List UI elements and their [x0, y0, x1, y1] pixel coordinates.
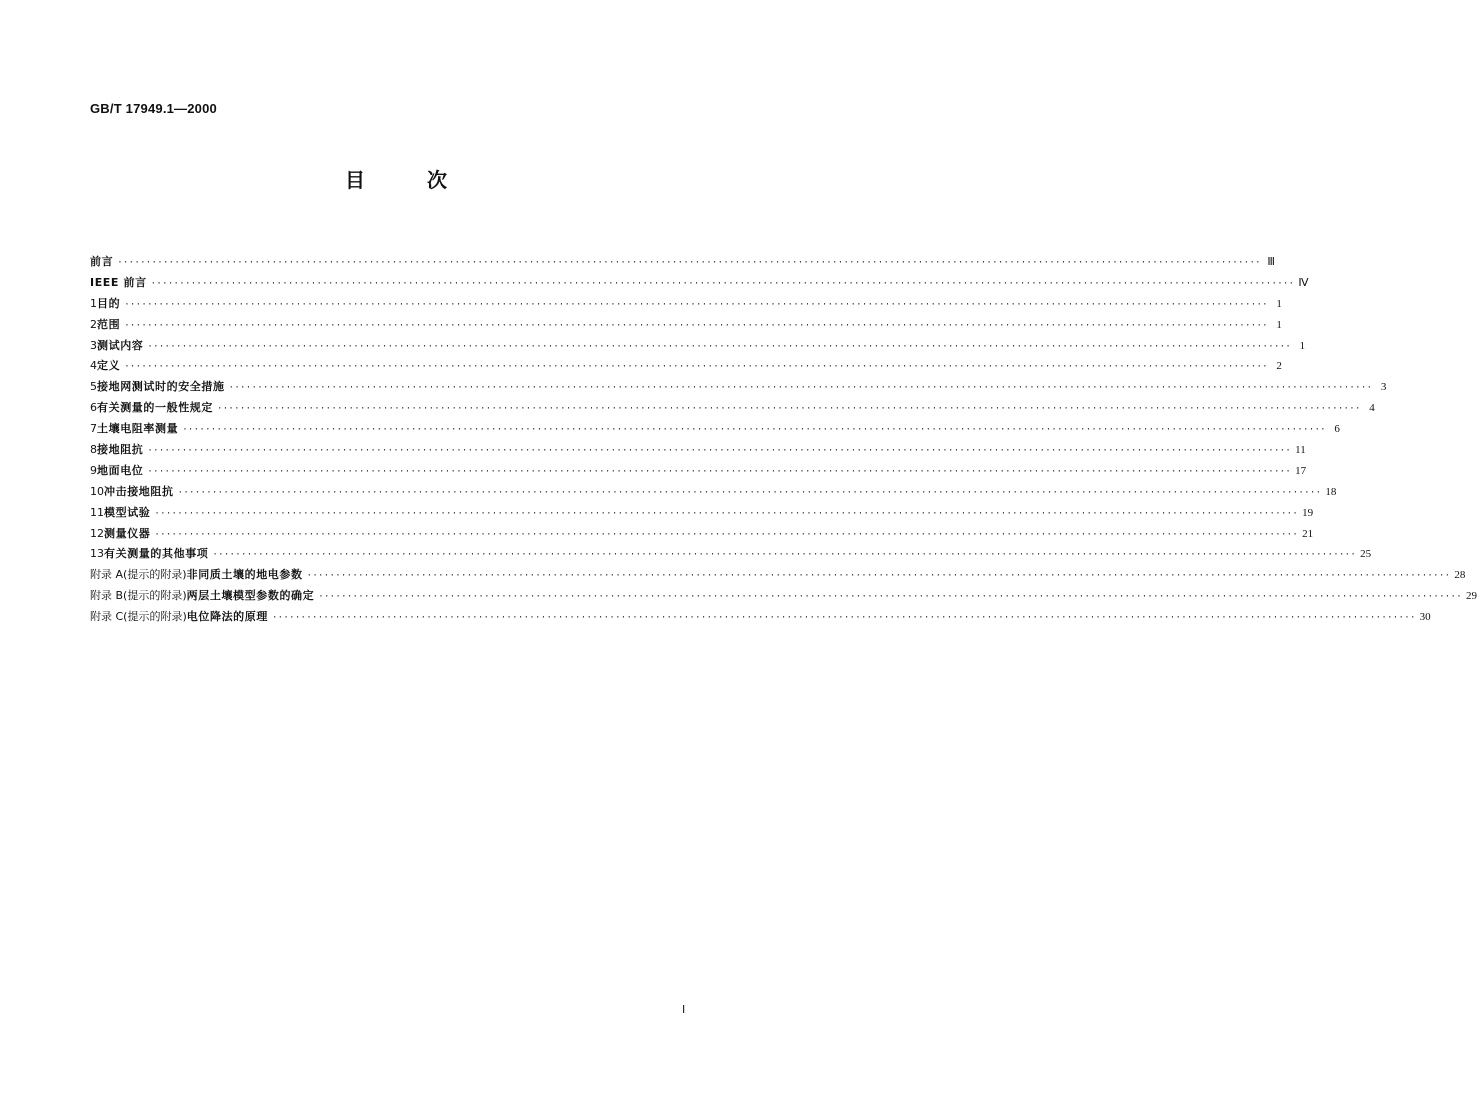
toc-entry-page: 29: [1465, 590, 1477, 603]
toc-leader-dots: ········································································································································································································: [306, 571, 1451, 582]
toc-entry-number: 2: [90, 317, 97, 331]
toc-entry[interactable]: [90, 420, 1340, 441]
toc-entry[interactable]: [90, 608, 1431, 629]
toc-leader-dots: ········································································································································································································: [147, 446, 1292, 457]
toc-entry-label: 地面电位: [97, 463, 144, 477]
toc-leader-dots: ········································································································································································································: [228, 383, 1373, 394]
toc-entry-page: 3: [1380, 381, 1387, 394]
toc-entry[interactable]: [90, 504, 1314, 525]
toc-entry-number: 6: [90, 401, 97, 415]
toc-leader-dots: ········································································································································································································: [217, 404, 1361, 415]
toc-leader-dots: ········································································································································································································: [177, 487, 1322, 498]
toc-entry[interactable]: [90, 483, 1337, 504]
toc-leader-dots: ········································································································································································································: [150, 278, 1295, 289]
toc-entry[interactable]: [90, 441, 1306, 462]
toc-leader-dots: ········································································································································································································: [124, 299, 1268, 310]
toc-entry-label: 接地阻抗: [97, 443, 144, 457]
toc-entry-page: 30: [1419, 611, 1431, 624]
toc-entry-label: 两层土壤模型参数的确定: [186, 589, 315, 603]
toc-leader-dots: ········································································································································································································: [124, 362, 1268, 373]
toc-leader-dots: ········································································································································································································: [212, 550, 1357, 561]
toc-entry-number: 附录 C(提示的附录): [90, 610, 187, 624]
toc-entry-number: 5: [90, 380, 97, 394]
toc-entry-label: 有关测量的一般性规定: [97, 401, 213, 415]
toc-entry-number: 附录 A(提示的附录): [90, 568, 187, 582]
toc-entry-label: 目的: [97, 296, 121, 310]
toc-leader-dots: ········································································································································································································: [318, 592, 1462, 603]
toc-entry[interactable]: [90, 357, 1282, 378]
toc-entry-number: 附录 B(提示的附录): [90, 589, 187, 603]
toc-entry-label: 测试内容: [97, 338, 144, 352]
toc-entry-number: 9: [90, 463, 97, 477]
toc-entry-label: 土壤电阻率测量: [97, 422, 179, 436]
toc-entry-page: 4: [1369, 402, 1375, 415]
toc-entry-page: 25: [1360, 548, 1372, 561]
toc-entry[interactable]: [90, 545, 1372, 566]
toc-entry-label: 前言: [90, 255, 114, 268]
toc-entry-page: 1: [1276, 318, 1282, 331]
toc-entry-page: 2: [1276, 360, 1282, 373]
toc-entry-number: 8: [90, 443, 97, 457]
toc-entry-page: 19: [1302, 506, 1314, 519]
toc-entry-page: 1: [1299, 339, 1306, 352]
toc-leader-dots: ········································································································································································································: [271, 613, 1416, 624]
toc-entry-number: 11: [90, 505, 104, 519]
toc-entry[interactable]: [90, 337, 1306, 358]
toc-entry-label: 有关测量的其他事项: [104, 547, 209, 561]
toc-leader-dots: ········································································································································································································: [147, 466, 1292, 477]
toc-entry-page: 1: [1276, 297, 1282, 310]
toc-entry-page: 11: [1295, 444, 1306, 457]
toc-leader-dots: ········································································································································································································: [154, 508, 1299, 519]
toc-entry-label: 电位降法的原理: [186, 610, 268, 624]
toc-leader-dots: ········································································································································································································: [117, 258, 1261, 268]
toc-leader-dots: ········································································································································································································: [154, 529, 1299, 540]
toc-entry-label: 非同质土壤的地电参数: [186, 568, 303, 582]
toc-entry-page: 18: [1325, 485, 1337, 498]
standard-number: GB/T 17949.1—2000: [90, 101, 217, 116]
toc-entry[interactable]: [90, 295, 1282, 316]
toc-entry-label: 模型试验: [104, 505, 151, 519]
toc-entry[interactable]: [90, 274, 1309, 295]
toc-entry-label: 接地网测试时的安全措施: [97, 380, 225, 394]
toc-entry[interactable]: [90, 378, 1387, 399]
toc-entry[interactable]: [90, 316, 1282, 337]
table-of-contents: [90, 253, 1477, 629]
toc-entry[interactable]: [90, 587, 1477, 608]
toc-entry-number: 4: [90, 359, 97, 373]
toc-entry[interactable]: [90, 462, 1307, 483]
toc-entry[interactable]: [90, 399, 1375, 420]
toc-entry-page: Ⅳ: [1298, 276, 1309, 289]
toc-entry-page: 17: [1295, 464, 1307, 477]
toc-entry[interactable]: [90, 566, 1466, 587]
toc-entry-number: 13: [90, 547, 104, 561]
toc-entry-label: IEEE 前言: [90, 275, 147, 289]
toc-entry-number: 3: [90, 338, 97, 352]
toc-entry-number: 10: [90, 484, 104, 498]
toc-entry-page: Ⅲ: [1267, 256, 1275, 268]
toc-leader-dots: ········································································································································································································: [124, 320, 1268, 331]
toc-entry-number: 12: [90, 526, 104, 540]
toc-entry-label: 定义: [97, 359, 121, 373]
page-title: 目次: [345, 168, 509, 192]
toc-entry-label: 冲击接地阻抗: [104, 484, 174, 498]
toc-entry-number: 7: [90, 422, 97, 436]
toc-entry-label: 范围: [97, 317, 121, 331]
toc-entry-label: 测量仪器: [104, 526, 151, 540]
toc-entry[interactable]: [90, 253, 1275, 274]
toc-entry-page: 21: [1302, 527, 1314, 540]
toc-entry-page: 6: [1334, 423, 1340, 436]
toc-leader-dots: ········································································································································································································: [182, 425, 1326, 436]
toc-leader-dots: ········································································································································································································: [147, 341, 1292, 352]
page-number: Ⅰ: [682, 1004, 686, 1016]
toc-entry-number: 1: [90, 296, 97, 310]
toc-entry[interactable]: [90, 525, 1314, 546]
toc-entry-page: 28: [1454, 569, 1466, 582]
